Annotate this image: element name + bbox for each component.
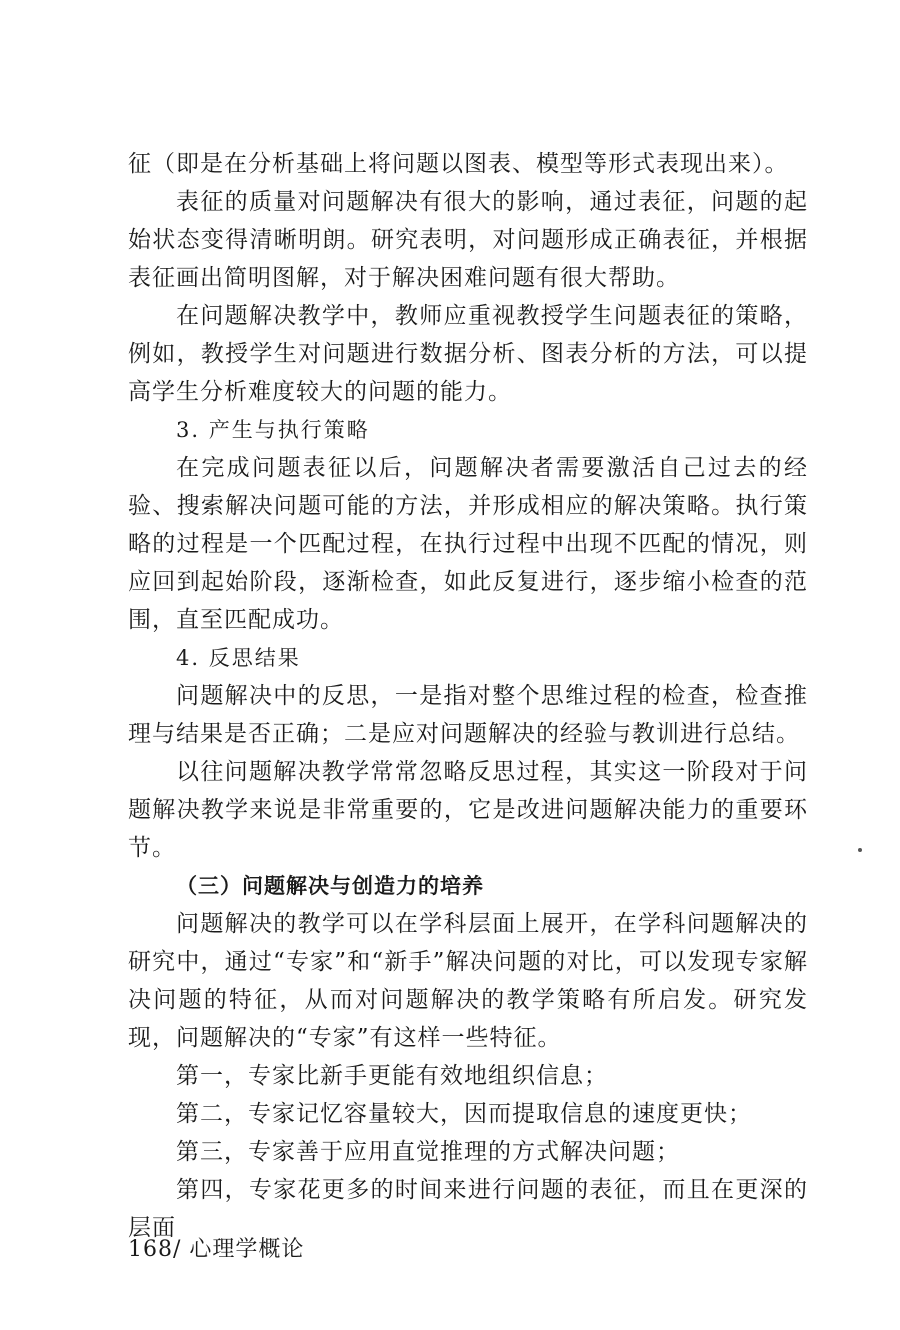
list-item-first: 第一，专家比新手更能有效地组织信息； xyxy=(176,1063,608,1089)
paragraph-reflection-importance: 以往问题解决教学常常忽略反思过程，其实这一阶段对于问题解决教学来说是非常重要的，它是改进问题解决能力的重要环节。 xyxy=(128,759,808,861)
heading-reflect-results: 4. 反思结果 xyxy=(176,646,301,670)
paragraph-strategy-execution: 在完成问题表征以后，问题解决者需要激活自己过去的经验、搜索解决问题可能的方法，并形成相应的解决策略。执行策略的过程是一个匹配过程，在执行过程中出现不匹配的情况，则应回到起始阶段，逐渐检查，如此反复进行，逐步缩小检查的范围，直至匹配成功。 xyxy=(128,455,808,633)
paragraph-reflection: 问题解决中的反思，一是指对整个思维过程的检查，检查推理与结果是否正确；二是应对问题解决的经验与教训进行总结。 xyxy=(128,683,808,747)
section-heading-creativity: （三）问题解决与创造力的培养 xyxy=(176,874,484,898)
list-item-fourth: 第四，专家花更多的时间来进行问题的表征，而且在更深的层面 xyxy=(128,1177,808,1241)
paragraph-expert-novice: 问题解决的教学可以在学科层面上展开，在学科问题解决的研究中，通过“专家”和“新手”解决问题的对比，可以发现专家解决问题的特征，从而对问题解决的教学策略有所启发。研究发现，问题解决的“专家”有这样一些特征。 xyxy=(128,911,808,1051)
list-item-second: 第二，专家记忆容量较大，因而提取信息的速度更快； xyxy=(176,1101,752,1127)
book-title: 心理学概论 xyxy=(189,1237,305,1262)
paragraph-continuation: 征（即是在分析基础上将问题以图表、模型等形式表现出来）。 xyxy=(128,151,789,177)
scan-speck xyxy=(858,848,862,852)
page-footer xyxy=(128,1232,304,1263)
footer-separator: / xyxy=(173,1237,182,1262)
heading-generate-execute-strategy: 3. 产生与执行策略 xyxy=(176,418,370,442)
paragraph-teaching-strategy: 在问题解决教学中，教师应重视教授学生问题表征的策略，例如，教授学生对问题进行数据分析、图表分析的方法，可以提高学生分析难度较大的问题的能力。 xyxy=(128,303,808,405)
body-text xyxy=(128,145,808,1247)
list-item-third: 第三，专家善于应用直觉推理的方式解决问题； xyxy=(176,1139,680,1165)
paragraph-representation-quality: 表征的质量对问题解决有很大的影响，通过表征，问题的起始状态变得清晰明朗。研究表明，对问题形成正确表征，并根据表征画出简明图解，对于解决困难问题有很大帮助。 xyxy=(128,189,808,291)
page-number: 168 xyxy=(128,1237,173,1262)
